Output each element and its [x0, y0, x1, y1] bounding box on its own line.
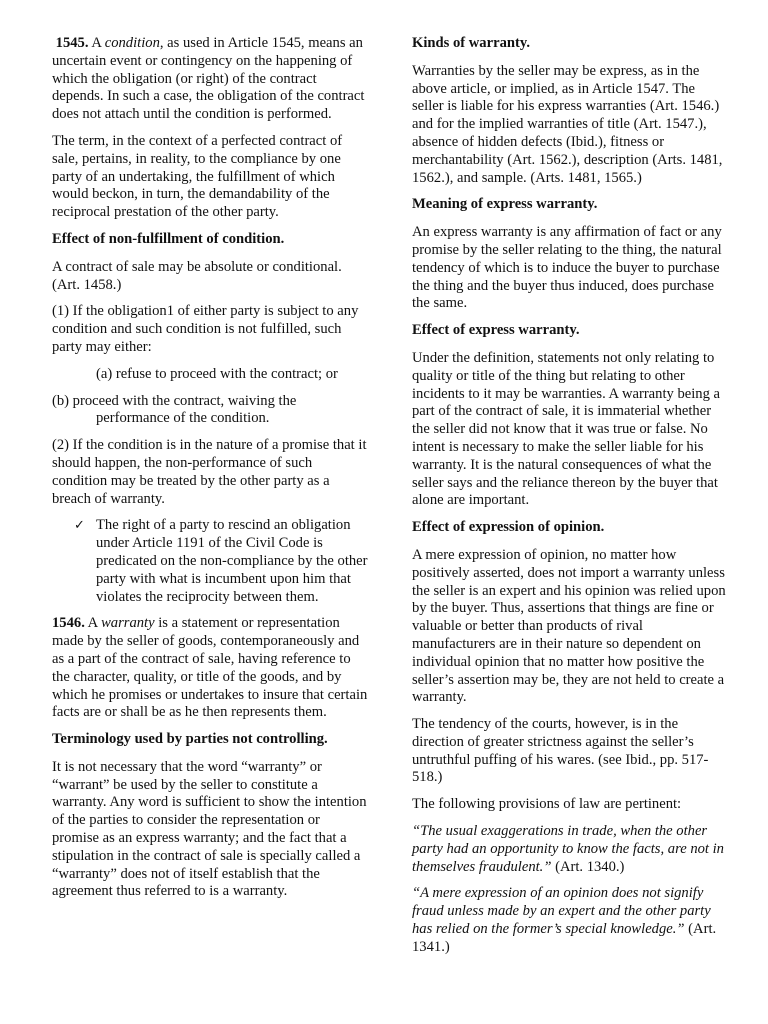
checklist-text: The right of a party to rescind an obligation under Article 1191 of the Civil Code is predicated on the non-compliance by the other party with what is incumbent upon him that violates the reciprocity between them.: [96, 517, 368, 605]
paragraph: (2) If the condition is in the nature of a promise that it should happen, the non-performance of such condition may be treated by the other party as a breach of warranty.: [52, 437, 367, 507]
defined-term: warranty: [101, 615, 155, 632]
text-fragment: A: [88, 35, 105, 51]
paragraph: It is not necessary that the word “warranty” or “warrant” be used by the seller to constitute a warranty. Any word is sufficient to show the intention of the parties to consider the representation or promise as an express warranty; and the fact that a stipulation in the contract of sale is specially called a “warranty” does not of itself establish that the agreement thus referred to is a warranty.: [52, 758, 367, 900]
section-heading: Effect of expression of opinion.: [412, 519, 605, 536]
checkmark-icon: ✓: [74, 518, 85, 534]
text-fragment: , as used in Article 1545, means an uncertain event or contingency on the happening of which the obligation (or right) of the contract depends. In such a case, the obligation of the contract does not attach until the condition is performed.: [52, 35, 365, 123]
paragraph: A mere expression of opinion, no matter how positively asserted, does not import a warranty unless the seller is an expert and his opinion was relied upon by the buyer. Thus, assertions that things are fine or valuable or better than products of rival manufacturers are in their nature so dependent on individual opinion that no matter how positive the seller’s assertion may be, they are not held to create a warranty.: [412, 546, 726, 706]
paragraph: The tendency of the courts, however, is in the direction of greater strictness against the seller’s untruthful puffing of his wares. (see Ibid., pp. 517-518.): [412, 716, 709, 786]
quote-text: “The usual exaggerations in trade, when the other party had an opportunity to know the facts, are not in themselves fraudulent.”: [412, 823, 724, 875]
left-column: [52, 35, 370, 910]
text-fragment: is a statement or representation made by the seller of goods, contemporaneously and as a part of the contract of sale, having reference to the character, quality, or title of the goods, and by which he promises or undertakes to insure that certain facts are or shall be as he then represents them.: [52, 615, 368, 721]
text-fragment: A: [84, 615, 102, 632]
section-heading: Effect of express warranty.: [412, 322, 580, 339]
defined-term: condition: [104, 35, 160, 51]
paragraph: Under the definition, statements not only relating to quality or title of the thing but relating to other incidents to it may be warranties. A warranty being a part of the contract of sale, it is immaterial whether the seller did not know that it was true or false. No intent is necessary to make the seller liable for his warranty. It is the natural consequences of what the seller says and the reliance thereon by the buyer that alone are important.: [412, 349, 721, 509]
quote-text: “A mere expression of an opinion does not signify fraud unless made by an expert and the other party has relied on the former’s special knowledge.”: [412, 885, 711, 938]
right-column: [412, 35, 730, 966]
option-a: (a) refuse to proceed with the contract; or: [96, 365, 338, 382]
section-heading: Kinds of warranty.: [412, 35, 530, 51]
option-b: (b) proceed with the contract, waiving the performance of the condition.: [52, 392, 297, 427]
paragraph: A contract of sale may be absolute or conditional. (Art. 1458.): [52, 258, 342, 293]
paragraph: An express warranty is any affirmation of fact or any promise by the seller relating to the thing, the natural tendency of which is to induce the buyer to purchase the thing and the buyer thus induced, does purchase the same.: [412, 224, 722, 312]
checklist-item: [52, 517, 370, 606]
section-heading: Effect of non-fulfillment of condition.: [52, 230, 285, 247]
quoted-provision: [412, 885, 730, 956]
paragraph: The term, in the context of a perfected contract of sale, pertains, in reality, to the compliance by one party of an undertaking, the fulfillment of which would beckon, in turn, the demandability of the reciprocal prestation of the other party.: [52, 132, 343, 221]
paragraph: The following provisions of law are pertinent:: [412, 796, 682, 813]
article-number: 1546.: [52, 615, 85, 632]
article-1545-paragraph: [52, 35, 370, 124]
article-1546-paragraph: [52, 615, 370, 722]
article-number: 1545.: [55, 35, 89, 51]
section-heading: Terminology used by parties not controlling.: [52, 731, 328, 748]
paragraph: (1) If the obligation1 of either party is subject to any condition and such condition is not fulfilled, such party may either:: [52, 303, 359, 355]
quoted-provision: [412, 823, 730, 876]
citation: (Art. 1341.): [412, 921, 717, 955]
citation: (Art. 1340.): [551, 858, 625, 875]
paragraph: Warranties by the seller may be express, as in the above article, or implied, as in Article 1547. The seller is liable for his express warranties (Art. 1546.) and for the implied warranties of title (Art. 1547.), absence of hidden defects (Ibid.), fitness or merchantability (Art. 1562.), description (Arts. 1481, 1562.), and sample. (Arts. 1481, 1565.): [412, 62, 723, 186]
section-heading: Meaning of express warranty.: [412, 196, 598, 213]
